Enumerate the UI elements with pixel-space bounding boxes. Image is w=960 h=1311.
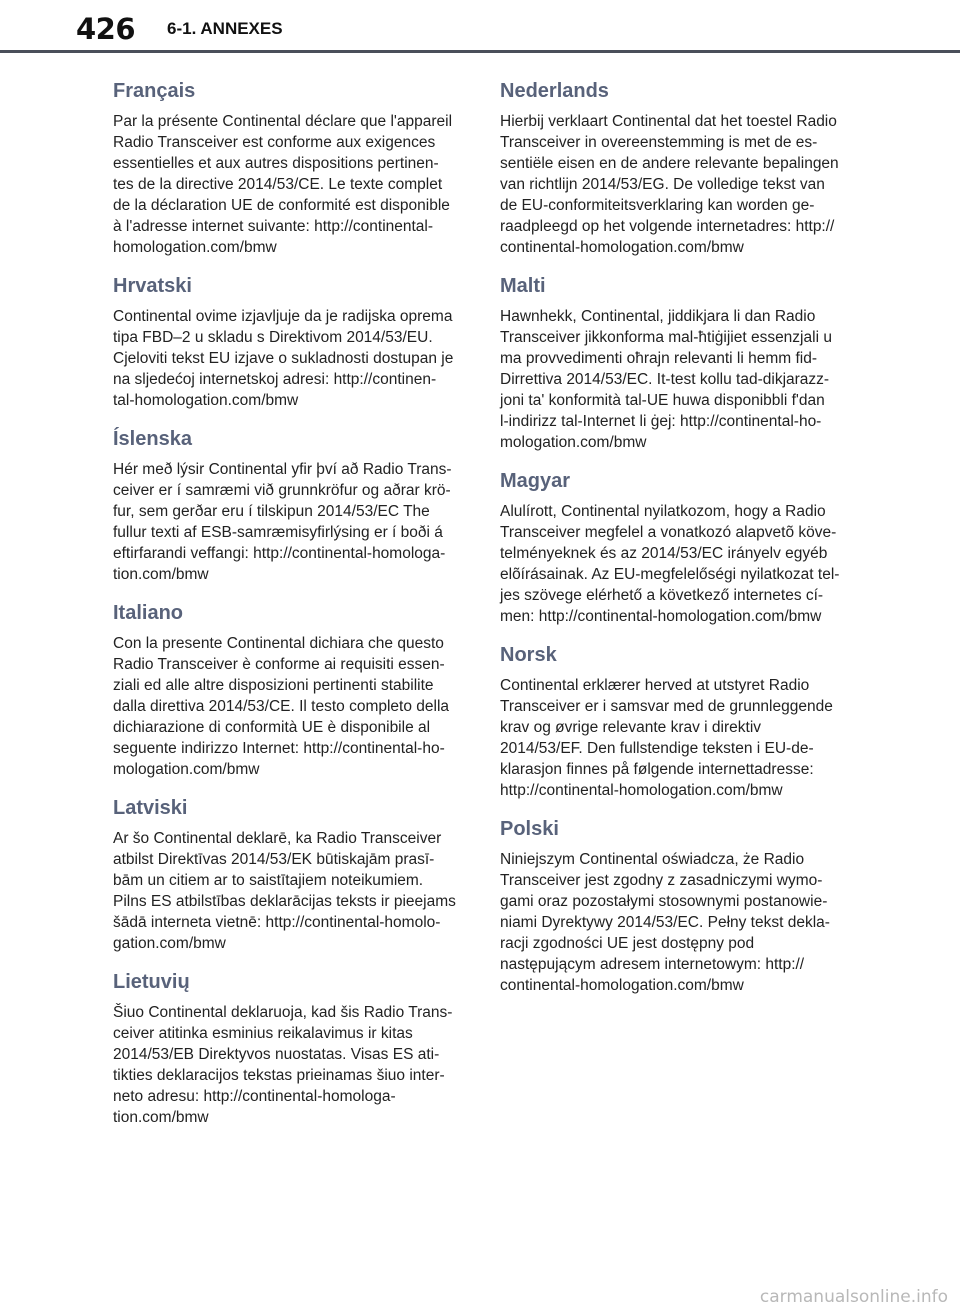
language-section-nederlands xyxy=(500,78,862,258)
declaration-text: Continental ovime izjavljuje da je radijska oprema tipa FBD–2 u skladu s Direktivom 2014/53/EU. Cjeloviti tekst EU izjave o sukladnosti dostupan je na sljedećoj internetskoj adresi: http://continen- tal-homologation.com/bmw xyxy=(113,308,454,409)
language-heading: Magyar xyxy=(500,470,571,492)
language-heading: Latviski xyxy=(113,797,188,819)
right-column xyxy=(500,78,862,1011)
language-heading: Íslenska xyxy=(113,428,192,450)
language-heading: Polski xyxy=(500,818,559,840)
header-divider xyxy=(0,50,960,53)
left-column xyxy=(113,78,475,1143)
language-heading: Français xyxy=(113,80,196,102)
language-section-magyar xyxy=(500,468,862,627)
language-section-hrvatski xyxy=(113,273,475,411)
section-title: 6-1. ANNEXES xyxy=(167,19,283,38)
declaration-text: Continental erklærer herved at utstyret Radio Transceiver er i samsvar med de grunnleggende krav og øvrige relevante krav i direktiv 2014/53/EF. Den fullstendige teksten i EU-de- klarasjon finnes på følgende internettadresse: http://continental-homologation.com/bmw xyxy=(500,677,833,799)
language-section-islenska xyxy=(113,426,475,585)
declaration-text: Niniejszym Continental oświadcza, że Radio Transceiver jest zgodny z zasadniczymi wymo- gami oraz pozostałymi stosownymi postanowie- niami Dyrektywy 2014/53/EC. Pełny tekst dekla- racji zgodności UE jest dostępny pod następującym adresem internetowym: http:// continental-homologation.com/bmw xyxy=(500,851,830,994)
language-section-norsk xyxy=(500,642,862,801)
language-heading: Italiano xyxy=(113,602,184,624)
declaration-text: Con la presente Continental dichiara che questo Radio Transceiver è conforme ai requisiti essen- ziali ed alle altre disposizioni pertinenti stabilite dalla direttiva 2014/53/CE. Il testo completo della dichiarazione di conformità UE è disponibile al seguente indirizzo Internet: http://continental-ho- mologation.com/bmw xyxy=(113,635,450,778)
declaration-text: Hierbij verklaart Continental dat het toestel Radio Transceiver in overeenstemming is met de es- sentiële eisen en de andere relevante bepalingen van richtlijn 2014/53/EG. De volledige tekst van de EU-conformiteitsverklaring kan worden ge- raadpleegd op het volgende internetadres: http:// continental-homologation.com/bmw xyxy=(500,113,839,256)
language-heading: Norsk xyxy=(500,644,557,666)
declaration-text: Par la présente Continental déclare que l'appareil Radio Transceiver est conforme aux exigences essentielles et aux autres dispositions pertinen- tes de la directive 2014/53/CE. Le texte complet de la déclaration UE de conformité est disponible à l'adresse internet suivante: http://continental- homologation.com/bmw xyxy=(113,113,453,256)
declaration-text: Hawnhekk, Continental, jiddikjara li dan Radio Transceiver jikkonforma mal-ħtiġijiet essenzjali u ma provvedimenti oħrajn relevanti li hemm fid- Dirrettiva 2014/53/EC. It-test kollu tad-dikjarazz- joni ta' konformità tal-UE huwa disponibbli f'dan l-indirizz tal-Internet li ġej: http://continental-ho- mologation.com/bmw xyxy=(500,308,832,451)
declaration-text: Hér með lýsir Continental yfir því að Radio Trans- ceiver er í samræmi við grunnkröfur og aðrar krö- fur, sem gerðar eru í tilskipun 2014/53/EC The fullur texti af ESB-samræmisyfirlýsing er í boði á eftirfarandi veffangi: http://continental-homologa- tion.com/bmw xyxy=(113,461,452,583)
declaration-text: Ar šo Continental deklarē, ka Radio Transceiver atbilst Direktīvas 2014/53/EK būtiskajām prasī- bām un citiem ar to saistītajiem noteikumiem. Pilns ES atbilstības deklarācijas teksts ir pieejams šādā interneta vietnē: http://continental-homolo- gation.com/bmw xyxy=(113,830,456,952)
language-section-polski xyxy=(500,816,862,996)
language-heading: Lietuvių xyxy=(113,971,190,993)
language-heading: Hrvatski xyxy=(113,275,192,297)
page-number: 426 xyxy=(76,12,136,46)
language-section-latviski xyxy=(113,795,475,954)
declaration-text: Šiuo Continental deklaruoja, kad šis Radio Trans- ceiver atitinka esminius reikalavimus ir kitas 2014/53/EB Direktyvos nuostatas. Visas ES ati- tikties deklaracijos tekstas prieinamas šiuo inter- neto adresu: http://continental-homologa- tion.com/bmw xyxy=(113,1004,453,1126)
language-heading: Nederlands xyxy=(500,80,609,102)
watermark: carmanualsonline.info xyxy=(759,1287,948,1307)
language-section-lietuviu xyxy=(113,969,475,1128)
language-heading: Malti xyxy=(500,275,546,297)
declaration-text: Alulírott, Continental nyilatkozom, hogy a Radio Transceiver megfelel a vonatkozó alapvetõ köve- telményeknek és az 2014/53/EC irányelv egyéb elõírásainak. Az EU-megfelelőségi nyilatkozat tel- jes szövege elérhető a következő internetes cí- men: http://continental-homologation.com/bmw xyxy=(500,503,840,625)
page-header xyxy=(0,0,960,58)
language-section-italiano xyxy=(113,600,475,780)
language-section-malti xyxy=(500,273,862,453)
language-section-francais xyxy=(113,78,475,258)
